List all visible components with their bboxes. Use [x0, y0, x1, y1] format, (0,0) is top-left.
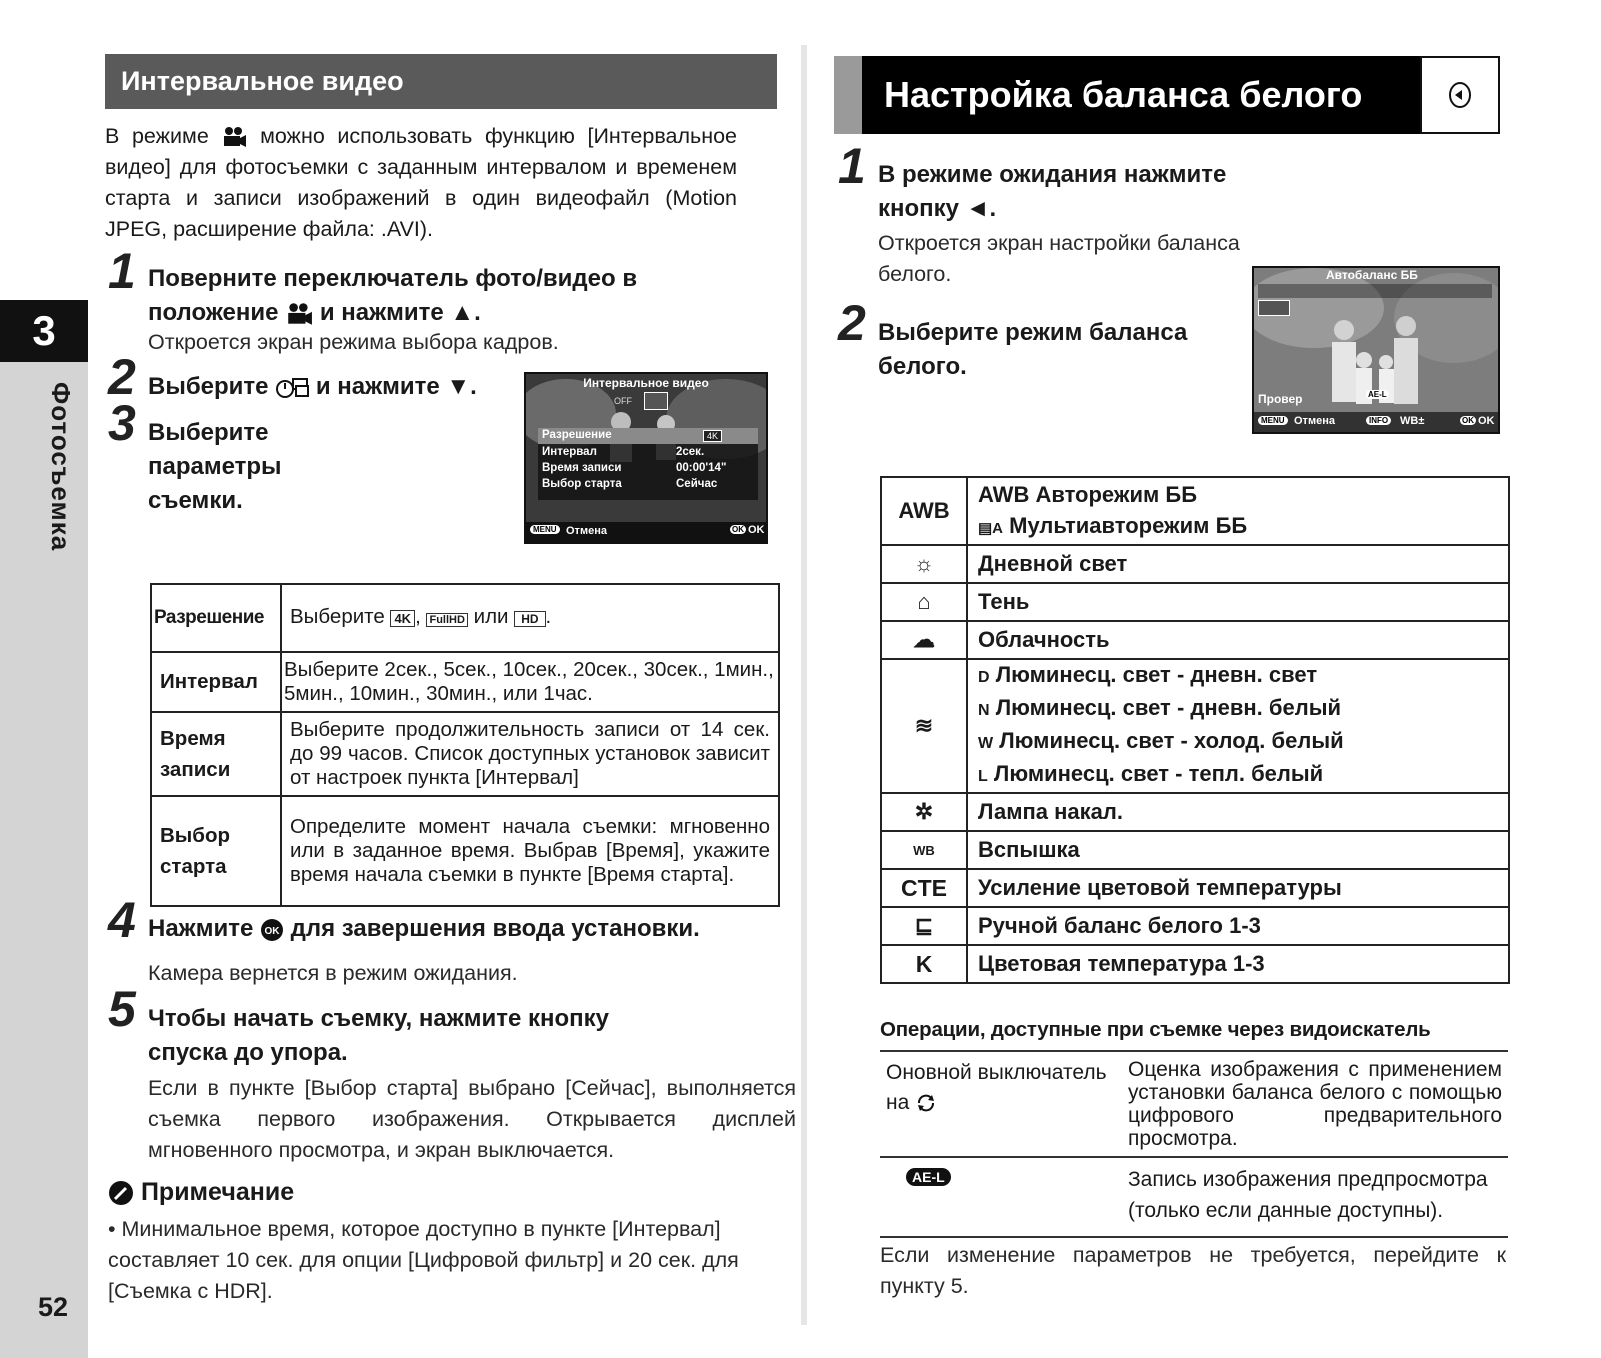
- table-row: [151, 652, 779, 712]
- fluorescent-w-icon: W: [978, 735, 994, 752]
- wb-mode-text: Тень: [967, 583, 1509, 621]
- info-button-label: WB±: [1400, 415, 1425, 427]
- step-number: 3: [108, 395, 136, 451]
- wb-mode-text: Авторежим ББ: [1035, 481, 1198, 507]
- step-title-line: Поверните переключатель фото/видео в: [148, 265, 638, 292]
- chapter-number: 3: [0, 300, 88, 362]
- step-title-text: и нажмите ▲.: [319, 299, 481, 326]
- intro-text-a: В режиме: [105, 124, 209, 148]
- table-row-label: Выбор старта: [151, 796, 281, 906]
- step-title-line: параметры: [148, 453, 282, 480]
- note-title: Примечание: [140, 1178, 295, 1206]
- step-title: [148, 262, 768, 330]
- cte-icon: CTE: [881, 869, 967, 907]
- awb-icon: AWB: [978, 481, 1030, 507]
- step-title: [148, 912, 798, 946]
- table-row: [881, 793, 1509, 831]
- awb-icon: [1258, 300, 1290, 316]
- screen-menu-value: 00:00'14": [676, 462, 727, 474]
- table-row-label: Время записи: [151, 712, 281, 796]
- wb-mode-text: Облачность: [967, 621, 1509, 659]
- table-row-text: [281, 584, 779, 652]
- table-row: [881, 907, 1509, 945]
- column-divider: [801, 45, 807, 1325]
- step-title-text: положение: [148, 299, 279, 326]
- operation-control: [880, 1051, 1122, 1157]
- step-title-line: Выберите режим баланса: [878, 319, 1188, 346]
- table-row-text: Выберите продолжительность записи от 14 сек. до 99 часов. Список доступных установок зависит от настроек пункта [Интервал]: [281, 712, 779, 796]
- screen-menu-value: 2сек.: [676, 446, 705, 458]
- table-row: [881, 831, 1509, 869]
- wb-mode-text: Люминесц. свет - дневн. свет: [995, 662, 1318, 687]
- table-row: [881, 477, 1509, 545]
- section-title-interval-video: Интервальное видео: [105, 54, 777, 109]
- step-title: [148, 370, 477, 404]
- table-row: [880, 1157, 1508, 1237]
- table-text: .: [545, 604, 552, 628]
- ael-button-icon: AE-L: [906, 1168, 951, 1186]
- ael-button-icon: AE-L: [1368, 390, 1387, 399]
- section-header-accent: [834, 56, 862, 134]
- wb-mode-text: Вспышка: [967, 831, 1509, 869]
- step-title: [148, 416, 282, 518]
- operation-control-text: Оновной выключатель на: [886, 1061, 1107, 1114]
- wb-mode-text: Люминесц. свет - дневн. белый: [995, 695, 1342, 720]
- screen-footer: [1254, 412, 1498, 432]
- multi-awb-icon: ▤A: [978, 519, 1004, 537]
- left-button-icon: [1420, 56, 1500, 134]
- screen-menu-value: 4K: [703, 430, 722, 442]
- table-row: [881, 869, 1509, 907]
- shade-icon: ⌂: [881, 583, 967, 621]
- screen-menu-label: Выбор старта: [542, 478, 622, 490]
- step-title-line: кнопку ◄.: [878, 195, 997, 222]
- interval-timer-icon: [644, 392, 668, 410]
- screen-menu-panel: [538, 428, 758, 500]
- step-title: [878, 158, 1226, 226]
- note-text: • Минимальное время, которое доступно в пункте [Интервал] составляет 10 сек. для опции [Цифровой фильтр] и 20 сек. для [Съемка с HDR].: [108, 1217, 739, 1303]
- white-balance-modes-table: [880, 476, 1510, 984]
- table-text: ,: [415, 604, 421, 628]
- awb-icon: AWB: [881, 477, 967, 545]
- screen-footer: [526, 522, 766, 542]
- fluorescent-l-icon: L: [978, 768, 988, 785]
- screen-title: Интервальное видео: [583, 376, 709, 390]
- resolution-hd-icon: HD: [514, 611, 545, 627]
- step-title-line: Выберите: [148, 419, 269, 446]
- wb-mode-name: [967, 477, 1509, 545]
- operation-control: [880, 1157, 1122, 1237]
- table-row: [881, 621, 1509, 659]
- ok-button-icon: [260, 918, 284, 942]
- table-row: [880, 1051, 1508, 1157]
- step-title: [148, 1002, 788, 1070]
- step-title-line: В режиме ожидания нажмите: [878, 161, 1227, 188]
- wb-mode-line: [978, 726, 1498, 759]
- operations-title: Операции, доступные при съемке через видоискатель: [880, 1018, 1431, 1041]
- step-title-text: Выберите: [148, 373, 269, 400]
- wb-mode-text: Люминесц. свет - тепл. белый: [993, 761, 1324, 786]
- color-temperature-icon: K: [881, 945, 967, 983]
- movie-mode-icon: [221, 126, 247, 148]
- ok-button-label: OK: [748, 524, 765, 536]
- operation-description: Оценка изображения с применением установки баланса белого с помощью цифрового предварительного просмотра.: [1122, 1051, 1508, 1157]
- wb-mode-icon-strip: [1258, 284, 1492, 298]
- screen-menu-value: Сейчас: [676, 478, 718, 490]
- preview-label: Провер: [1258, 392, 1303, 406]
- wb-mode-text: Люминесц. свет - холод. белый: [999, 728, 1344, 753]
- manual-wb-icon: ⊑: [881, 907, 967, 945]
- viewfinder-operations-table: [880, 1050, 1508, 1238]
- table-row: [151, 584, 779, 652]
- screen-off-option: OFF: [614, 396, 632, 406]
- table-row: [151, 712, 779, 796]
- fluorescent-icon: ≋: [881, 659, 967, 793]
- wb-mode-text: Дневной свет: [967, 545, 1509, 583]
- fluorescent-d-icon: D: [978, 669, 990, 686]
- movie-mode-icon: [285, 302, 313, 326]
- pencil-note-icon: [108, 1180, 134, 1206]
- step-title-line: [148, 296, 768, 330]
- resolution-fullhd-icon: FullHD: [426, 613, 467, 627]
- table-row-label: Разрешение: [151, 584, 281, 652]
- screen-menu-label: Время записи: [542, 462, 622, 474]
- interval-parameters-table: [150, 583, 780, 907]
- operation-description: Запись изображения предпросмотра (только если данные доступны).: [1122, 1157, 1508, 1237]
- wb-mode-line: [978, 693, 1498, 726]
- flash-wb-icon: WB: [881, 831, 967, 869]
- menu-button-label: Отмена: [1294, 415, 1335, 427]
- menu-button-icon: MENU: [1258, 416, 1288, 425]
- screen-menu-label: Интервал: [542, 446, 597, 458]
- wb-mode-name: [967, 659, 1509, 793]
- step-note: Если в пункте [Выбор старта] выбрано [Сейчас], выполняется съемка первого изображения. Открывается дисплей мгновенного просмотра, и экран выключается.: [148, 1076, 796, 1162]
- step-note: Откроется экран режима выбора кадров.: [148, 330, 559, 354]
- step-number: 1: [108, 243, 136, 299]
- step-note: Откроется экран настройки баланса белого.: [878, 231, 1240, 286]
- intro-paragraph: [105, 121, 737, 245]
- step-number: 2: [108, 349, 136, 405]
- table-row-label: Интервал: [151, 652, 281, 712]
- note-heading: [108, 1178, 294, 1207]
- info-button-icon: INFO: [1366, 416, 1391, 425]
- table-row: [881, 545, 1509, 583]
- wb-mode-text: Лампа накал.: [967, 793, 1509, 831]
- table-text: или: [473, 604, 509, 628]
- table-row-text: Определите момент начала съемки: мгновенно или в заданное время. Выбрав [Время], укажите время начала съемки в пункте [Время старта].: [281, 796, 779, 906]
- step-title-text: для завершения ввода установки.: [290, 915, 700, 942]
- table-row: [151, 796, 779, 906]
- ok-button-label: OK: [1478, 415, 1495, 427]
- step-title-line: спуска до упора.: [148, 1039, 348, 1066]
- table-row-text: Выберите 2сек., 5сек., 10сек., 20сек., 30сек., 1мин., 5мин., 10мин., 30мин., или 1час.: [281, 652, 779, 712]
- wb-mode-text: Мультиавторежим ББ: [1009, 512, 1248, 538]
- chapter-title: Фотосъемка: [46, 382, 76, 552]
- table-row: [881, 583, 1509, 621]
- step-note: Камера вернется в режим ожидания.: [148, 961, 518, 985]
- table-row: [881, 659, 1509, 793]
- menu-button-label: Отмена: [566, 525, 607, 537]
- svg-text:OK: OK: [264, 925, 280, 937]
- wb-mode-text: Цветовая температура 1-3: [967, 945, 1509, 983]
- wb-mode-text: Усиление цветовой температуры: [967, 869, 1509, 907]
- white-balance-screen: [1252, 266, 1500, 434]
- wb-mode-line: [978, 759, 1498, 792]
- cloudy-icon: ☁: [881, 621, 967, 659]
- step-title-text: Нажмите: [148, 915, 254, 942]
- step-title-line: съемки.: [148, 487, 243, 514]
- step-number: 2: [838, 295, 866, 351]
- section-title-white-balance: Настройка баланса белого: [862, 56, 1420, 134]
- preview-dial-icon: [915, 1092, 937, 1114]
- step-number: 1: [838, 138, 866, 194]
- table-row: [881, 945, 1509, 983]
- wb-mode-line: [978, 479, 1498, 510]
- interval-timer-icon: [275, 376, 309, 400]
- table-text: Выберите: [290, 604, 385, 628]
- step-title-text: и нажмите ▼.: [315, 373, 477, 400]
- wb-mode-text: Ручной баланс белого 1-3: [967, 907, 1509, 945]
- resolution-4k-icon: 4K: [390, 610, 415, 627]
- step-title-line: Чтобы начать съемку, нажмите кнопку: [148, 1005, 610, 1032]
- footer-note: Если изменение параметров не требуется, перейдите к пункту 5.: [880, 1243, 1506, 1298]
- screen-title: Автобаланс ББ: [1326, 268, 1418, 282]
- tungsten-icon: ✲: [881, 793, 967, 831]
- step-title-line: белого.: [878, 353, 967, 380]
- daylight-icon: ☼: [881, 545, 967, 583]
- fluorescent-n-icon: N: [978, 702, 990, 719]
- intro-text-b: можно использовать функцию [Интервальное видео] для фотосъемки с заданным интервалом и временем старта и записи изображений в один видеофайл (Motion JPEG, расширение файла: .AVI).: [105, 124, 737, 241]
- ok-button-icon: OK: [732, 525, 744, 534]
- step-number: 4: [108, 892, 136, 948]
- screen-menu-label: Разрешение: [542, 429, 612, 441]
- step-title: [878, 316, 1187, 384]
- wb-mode-line: [978, 660, 1498, 693]
- ok-button-icon: OK: [1462, 416, 1474, 425]
- menu-button-icon: MENU: [530, 525, 560, 534]
- wb-mode-line: [978, 510, 1498, 544]
- interval-video-screen: [524, 372, 768, 544]
- step-number: 5: [108, 981, 136, 1037]
- page-number: 52: [38, 1292, 69, 1322]
